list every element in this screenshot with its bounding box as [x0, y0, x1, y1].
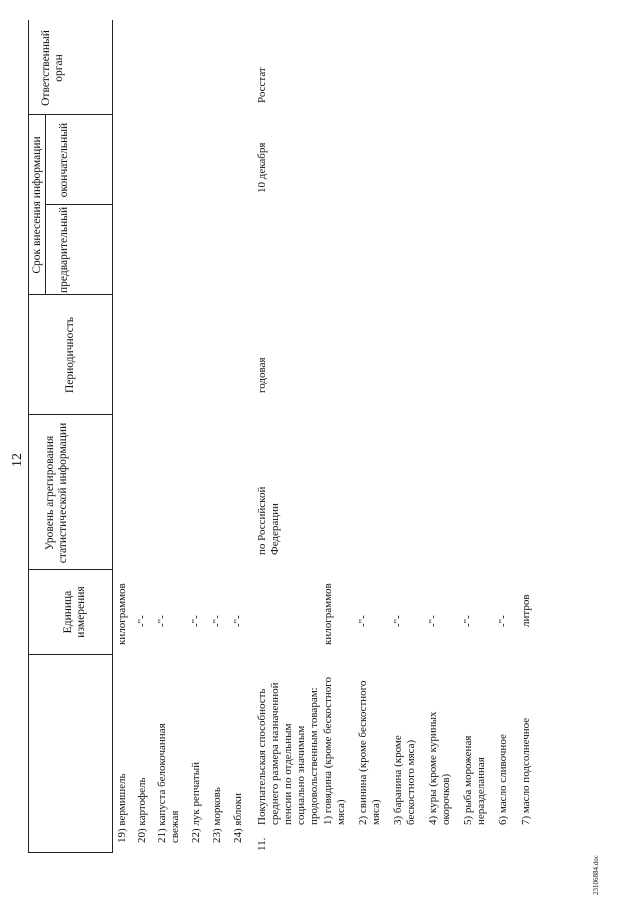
- col-rule-unit: [28, 569, 112, 570]
- document-id: 23106884.doc: [592, 855, 600, 895]
- row-10-unit: -"-: [392, 615, 404, 627]
- row-10-name: 3) баранина (кроме бескостного мяса): [392, 735, 417, 825]
- header-preliminary: предварительный: [58, 206, 70, 293]
- header-periodicity: Периодичность: [64, 316, 76, 394]
- row-6-name: 24) яблоки: [232, 792, 244, 843]
- row-7-num: 11.: [256, 837, 268, 851]
- row-12-name: 5) рыба мороженая неразделанная: [462, 735, 487, 825]
- page-number: 12: [10, 453, 25, 467]
- item11-level: по Российской Федерации: [256, 486, 281, 555]
- col-rule-final: [28, 114, 112, 115]
- row-8-unit: килограммов: [322, 583, 334, 645]
- row-14-name: 7) масло подсолнечное: [520, 717, 532, 825]
- col-rule-name: [28, 654, 112, 655]
- header-unit: Единица измерения: [62, 586, 87, 638]
- row-11-name: 4) куры (кроме куриных окорочков): [427, 711, 452, 825]
- col-rule-preliminary: [45, 204, 112, 205]
- deadline-subheader-rule: [45, 115, 46, 295]
- row-9-name: 2) свинина (кроме бескостного мяса): [357, 680, 382, 825]
- row-1-name: 19) вермишель: [116, 773, 128, 843]
- item11-periodicity: годовая: [256, 357, 268, 393]
- row-13-name: 6) масло сливочное: [497, 734, 509, 825]
- header-bottom-border: [112, 20, 113, 853]
- row-7-name: Покупательская способность среднего размера назначенной пенсии по отдельным социально значимым продовольственным товарам:: [256, 682, 320, 825]
- row-3-unit: -"-: [156, 615, 168, 627]
- header-responsible: Ответственный орган: [40, 30, 65, 106]
- row-2-unit: -"-: [136, 615, 148, 627]
- row-14-unit: литров: [520, 594, 532, 627]
- row-13-unit: -"-: [497, 615, 509, 627]
- item11-final-deadline: 10 декабря: [256, 142, 268, 193]
- table-top-border: [28, 20, 29, 853]
- row-8-name: 1) говядина (кроме бескостного мяса): [322, 676, 347, 825]
- header-deadline: Срок внесения информации: [31, 136, 43, 274]
- row-3-name: 21) капуста белокочанная свежая: [156, 723, 181, 843]
- header-level: Уровень агрегирования статистической информации: [44, 422, 69, 564]
- row-6-unit: -"-: [232, 615, 244, 627]
- header-final: окончательный: [58, 122, 70, 198]
- col-rule-level: [28, 414, 112, 415]
- row-11-unit: -"-: [427, 615, 439, 627]
- col-rule-num: [28, 852, 112, 853]
- row-4-name: 22) лук репчатый: [190, 762, 202, 843]
- row-12-unit: -"-: [462, 615, 474, 627]
- col-rule-periodicity: [28, 294, 112, 295]
- item11-responsible: Росстат: [256, 67, 268, 103]
- row-5-unit: -"-: [211, 615, 223, 627]
- row-5-name: 23) морковь: [211, 787, 223, 843]
- row-1-unit: килограммов: [116, 583, 128, 645]
- row-9-unit: -"-: [357, 615, 369, 627]
- row-2-name: 20) картофель: [136, 777, 148, 843]
- row-4-unit: -"-: [190, 615, 202, 627]
